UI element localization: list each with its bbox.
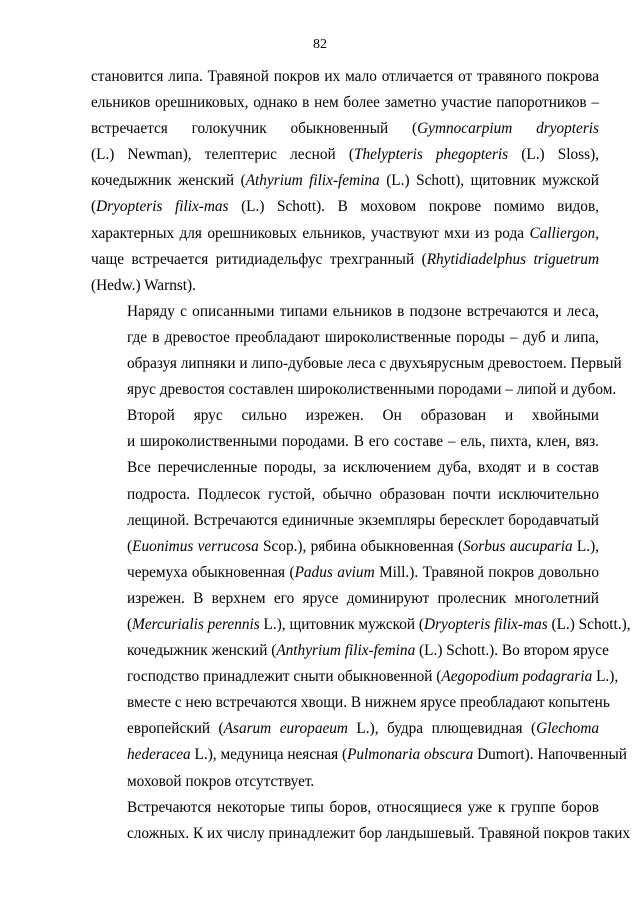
text-line: Все перечисленные породы, за исключением дуба, входят и в состав: [127, 459, 599, 477]
text-line: вместе с нею встречаются хвощи. В нижнем ярусе преобладают копытень: [127, 694, 610, 712]
paragraph: [91, 299, 631, 795]
text-line: господство принадлежит сныти обыкновенной (Aegopodium podagraria L.),: [127, 668, 619, 686]
text-line: лещиной. Встречаются единичные экземпляры бересклет бородавчатый: [127, 511, 599, 529]
text-line: и широколиственными породами. В его составе – ель, пихта, клен, вяз.: [127, 433, 599, 451]
document-body: [91, 64, 631, 847]
text-line: образуя липняки и липо-дубовые леса с двухъярусным древостоем. Первый: [127, 355, 622, 373]
text-line: характерных для орешниковых ельников, участвуют мхи из рода Calliergon,: [91, 224, 599, 242]
text-line: Встречаются некоторые типы боров, относящиеся уже к группе боров: [127, 798, 599, 816]
text-line: ярус древостоя составлен широколиственными породами – липой и дубом.: [127, 381, 617, 399]
text-line: Второй ярус сильно изрежен. Он образован и хвойными: [127, 407, 599, 425]
text-line: ельников орешниковых, однако в нем более заметно участие папоротников –: [91, 94, 599, 112]
text-line: hederacea L.), медуница неясная (Pulmonaria obscura Dumort). Напочвенный: [127, 746, 627, 764]
page-number: 82: [313, 37, 327, 52]
text-line: подроста. Подлесок густой, обычно образован почти исключительно: [127, 485, 599, 503]
text-line: кочедыжник женский (Athyrium filix-femina (L.) Schott), щитовник мужской: [91, 172, 599, 190]
text-line: чаще встречается ритидиадельфус трехгранный (Rhytidiadelphus triguetrum: [91, 250, 599, 268]
text-line: моховой покров отсутствует.: [127, 772, 315, 790]
text-line: сложных. К их числу принадлежит бор ландышевый. Травяной покров таких: [127, 824, 631, 842]
text-line: (Hedw.) Warnst).: [91, 276, 196, 294]
text-line: (Euonimus verrucosa Scop.), рябина обыкновенная (Sorbus aucuparia L.),: [127, 537, 599, 555]
text-line: встречается голокучник обыкновенный (Gymnocarpium dryopteris: [91, 120, 600, 138]
text-line: где в древостое преобладают широколиственные породы – дуб и липа,: [127, 328, 599, 346]
text-line: (Dryopteris filix-mas (L.) Schott). В моховом покрове помимо видов,: [91, 198, 599, 216]
text-line: изрежен. В верхнем его ярусе доминируют пролесник многолетний: [127, 589, 599, 607]
paragraph: [91, 795, 631, 847]
paragraph: [91, 64, 599, 299]
text-line: становится липа. Травяной покров их мало отличается от травяного покрова: [91, 68, 599, 85]
text-line: (L.) Newman), телептерис лесной (Thelypteris phegopteris (L.) Sloss),: [91, 146, 599, 164]
text-line: (Mercurialis perennis L.), щитовник мужской (Dryopteris filix-mas (L.) Schott.),: [127, 615, 631, 633]
text-line: черемуха обыкновенная (Padus avium Mill.). Травяной покров довольно: [127, 563, 599, 581]
text-line: Наряду с описанными типами ельников в подзоне встречаются и леса,: [127, 302, 599, 320]
text-line: европейский (Asarum europaeum L.), будра плющевидная (Glechoma: [127, 720, 600, 738]
text-line: кочедыжник женский (Anthyrium filix-femina (L.) Schott.). Во втором ярусе: [127, 642, 609, 660]
